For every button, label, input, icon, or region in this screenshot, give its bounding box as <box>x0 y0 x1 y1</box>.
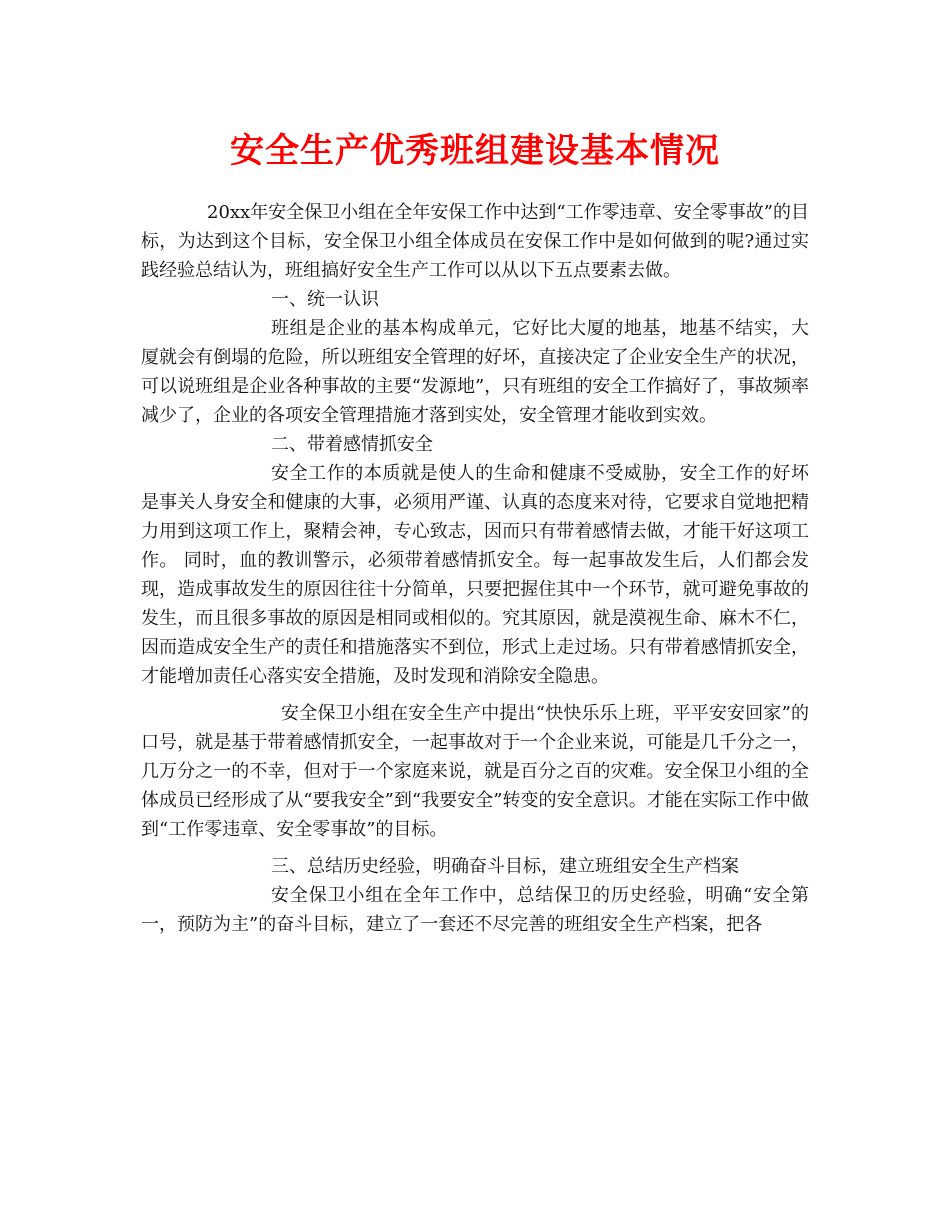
intro-paragraph: 20xx年安全保卫小组在全年安保工作中达到“工作零违章、安全零事故”的目标，为达到这个目标，安全保卫小组全体成员在安保工作中是如何做到的呢?通过实践经验总结认为，班组搞好安全生产工作可以从以下五点要素去做。 <box>141 202 809 281</box>
section-heading-1: 一、统一认识 <box>271 289 379 310</box>
section-3-paragraph: 安全保卫小组在全年工作中，总结保卫的历史经验，明确“安全第一，预防为主”的奋斗目标，建立了一套还不尽完善的班组安全生产档案，把各 <box>141 885 809 935</box>
section-2-paragraph-2: 安全保卫小组在安全生产中提出“快快乐乐上班，平平安安回家”的口号，就是基于带着感情抓安全，一起事故对于一个企业来说，可能是几千分之一，几万分之一的不幸，但对于一个家庭来说，就是百分之百的灾难。安全保卫小组的全体成员已经形成了从“要我安全”到“我要安全”转变的安全意识。才能在实际工作中做到“工作零违章、安全零事故”的目标。 <box>141 703 809 840</box>
section-1-paragraph: 班组是企业的基本构成单元，它好比大厦的地基，地基不结实，大厦就会有倒塌的危险，所以班组安全管理的好坏，直接决定了企业安全生产的状况，可以说班组是企业各种事故的主要“发源地”，只有班组的安全工作搞好了，事故频率减少了，企业的各项安全管理措施才落到实处，安全管理才能收到实效。 <box>141 318 809 426</box>
section-heading-2: 二、带着感情抓安全 <box>271 434 433 455</box>
section-heading-3: 三、总结历史经验，明确奋斗目标，建立班组安全生产档案 <box>271 856 739 877</box>
document-title: 安全生产优秀班组建设基本情况 <box>230 131 720 171</box>
document-body <box>141 198 809 939</box>
section-2-paragraph-1: 安全工作的本质就是使人的生命和健康不受威胁，安全工作的好坏是事关人身安全和健康的大事，必须用严谨、认真的态度来对待，它要求自觉地把精力用到这项工作上，聚精会神，专心致志，因而只有带着感情去做，才能干好这项工作。 同时，血的教训警示，必须带着感情抓安全。每一起事故发生后，人们都会发现，造成事故发生的原因往往十分简单，只要把握住其中一个环节，就可避免事故的发生，而且很多事故的原因是相同或相似的。究其原因，就是漠视生命、麻木不仁，因而造成安全生产的责任和措施落实不到位，形式上走过场。只有带着感情抓安全，才能增加责任心落实安全措施，及时发现和消除安全隐患。 <box>141 463 809 687</box>
